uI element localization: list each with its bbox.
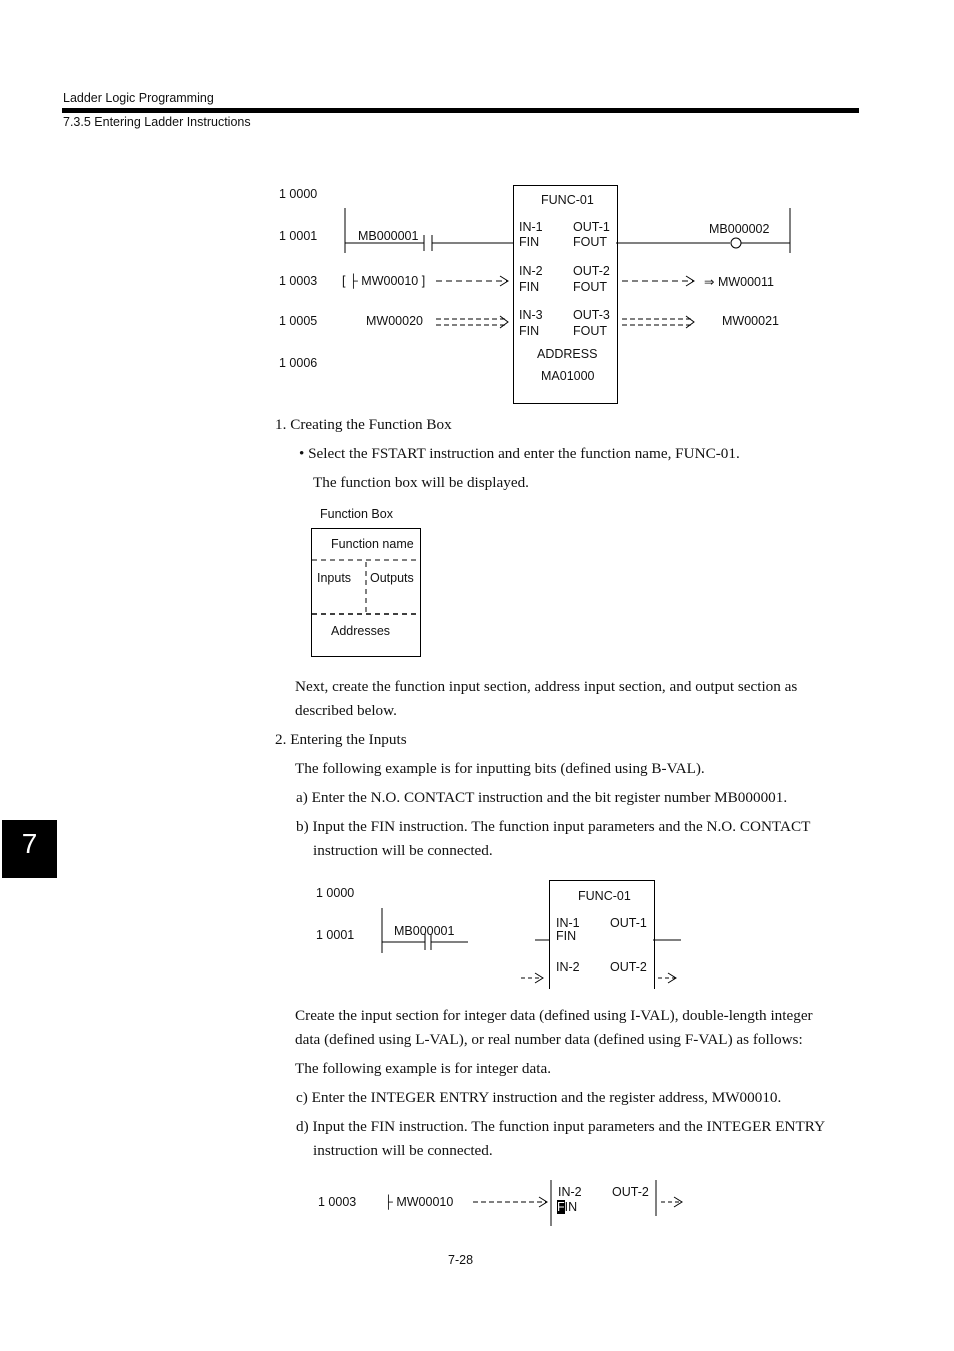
step-1-bullet-continuation: The function box will be displayed. [313, 474, 529, 491]
running-header-section: Ladder Logic Programming [63, 91, 214, 105]
row-number: 1 0001 [279, 229, 318, 243]
step-2b-continuation: instruction will be connected. [313, 842, 493, 859]
input3-register: MW00020 [366, 314, 423, 328]
fin-label: FIN [519, 235, 540, 249]
output-label: OUT-2 [610, 960, 647, 974]
step-2-intro: The following example is for inputting bits (defined using B-VAL). [295, 760, 705, 777]
step-2a: a) Enter the N.O. CONTACT instruction and the bit register number MB000001. [296, 789, 788, 806]
function-name: FUNC-01 [578, 889, 631, 903]
chapter-number: 7 [21, 828, 38, 859]
integer-entry-register: ├ MW00010 [384, 1195, 454, 1209]
function-name-area: Function name [331, 537, 414, 551]
step-2c: c) Enter the INTEGER ENTRY instruction and the register address, MW00010. [296, 1089, 782, 1106]
integer-entry-register: [ ├ MW00010 ] [342, 274, 426, 288]
row-number: 1 0003 [318, 1195, 357, 1209]
step-2d-continuation: instruction will be connected. [313, 1142, 493, 1159]
row-number: 1 0006 [279, 356, 318, 370]
row-number: 1 0003 [279, 274, 318, 288]
function-box-caption: Function Box [320, 507, 393, 521]
running-header-subsection: 7.3.5 Entering Ladder Instructions [63, 115, 251, 129]
input-label: IN-3 [519, 308, 543, 322]
input-label: IN-1 [556, 916, 580, 930]
fout-label: FOUT [573, 235, 608, 249]
input-label: IN-2 [519, 264, 543, 278]
fin-label: FIN [519, 324, 540, 338]
integer-example-note: The following example is for integer data. [295, 1060, 551, 1077]
contact-register: MB000001 [394, 924, 455, 938]
step-2-title: 2. Entering the Inputs [275, 731, 407, 748]
function-name: FUNC-01 [541, 193, 594, 207]
row-number: 1 0000 [316, 886, 355, 900]
row-number: 1 0005 [279, 314, 318, 328]
fout-label: FOUT [573, 324, 608, 338]
page-number: 7-28 [448, 1253, 474, 1267]
fin-label: FIN [556, 929, 577, 943]
row-number: 1 0000 [279, 187, 318, 201]
row-number: 1 0001 [316, 928, 355, 942]
coil-register: MB000002 [709, 222, 770, 236]
output-label: OUT-3 [573, 308, 610, 322]
address-value: MA01000 [541, 369, 595, 383]
paragraph-line: data (defined using L-VAL), or real number data (defined using F-VAL) as follows: [295, 1031, 803, 1048]
address-label: ADDRESS [537, 347, 598, 361]
paragraph-line: described below. [295, 702, 397, 719]
outputs-area: Outputs [370, 571, 414, 585]
fin-label-rest: IN [564, 1200, 578, 1214]
fout-label: FOUT [573, 280, 608, 294]
input-label: IN-1 [519, 220, 543, 234]
output-label: OUT-2 [612, 1185, 649, 1199]
paragraph-line: Next, create the function input section, address input section, and output section as [295, 678, 798, 695]
text-cursor: F [557, 1200, 565, 1214]
fin-label [557, 1200, 577, 1214]
addresses-area: Addresses [331, 624, 391, 638]
fin-label: FIN [519, 280, 540, 294]
inputs-area: Inputs [317, 571, 352, 585]
paragraph-line: Create the input section for integer data (defined using I-VAL), double-length integer [295, 1007, 813, 1024]
step-2d: d) Input the FIN instruction. The function input parameters and the INTEGER ENTRY [296, 1118, 826, 1135]
step-1-bullet: • Select the FSTART instruction and enter the function name, FUNC-01. [299, 445, 740, 462]
integer-output-register: ⇒ MW00011 [704, 275, 774, 289]
input-label: IN-2 [558, 1185, 582, 1199]
contact-register: MB000001 [358, 229, 419, 243]
step-1-title: 1. Creating the Function Box [275, 416, 452, 433]
output-label: OUT-1 [573, 220, 610, 234]
output-label: OUT-1 [610, 916, 647, 930]
input-label: IN-2 [556, 960, 580, 974]
step-2b: b) Input the FIN instruction. The function input parameters and the N.O. CONTACT [296, 818, 811, 835]
chapter-tab [2, 820, 57, 878]
output-label: OUT-2 [573, 264, 610, 278]
header-rule [62, 108, 859, 113]
output3-register: MW00021 [722, 314, 779, 328]
